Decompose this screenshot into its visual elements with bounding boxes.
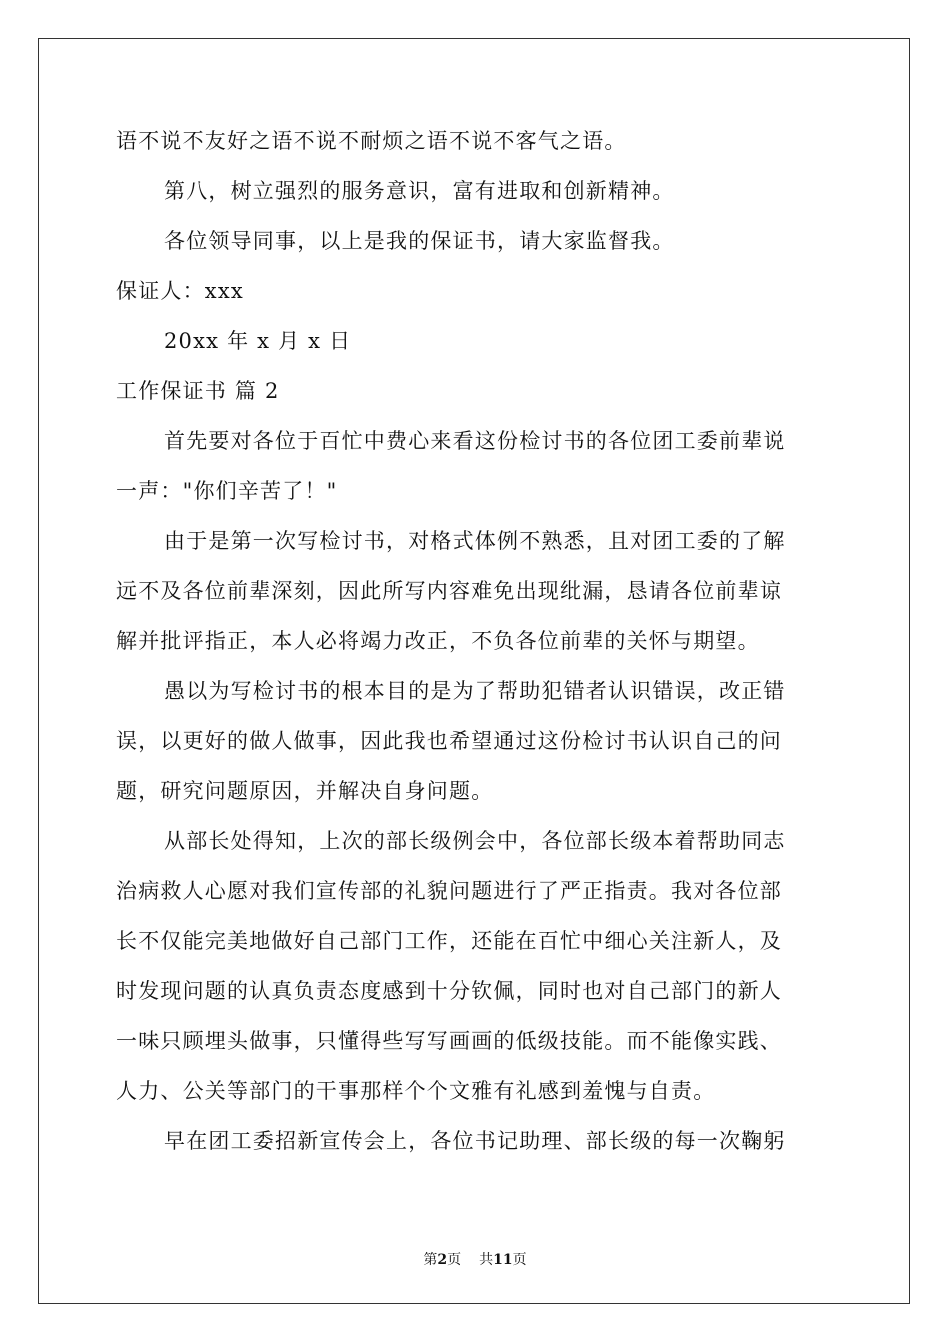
text-line: 远不及各位前辈深刻，因此所写内容难免出现纰漏，恳请各位前辈谅 <box>116 579 782 603</box>
section-heading: 工作保证书 篇 2 <box>116 379 280 403</box>
date-line: 20xx 年 x 月 x 日 <box>164 329 352 353</box>
text-line: 解并批评指正，本人必将竭力改正，不负各位前辈的关怀与期望。 <box>116 629 760 653</box>
page-number: 2 <box>437 1252 448 1268</box>
text-line: 治病救人心愿对我们宣传部的礼貌问题进行了严正指责。我对各位部 <box>116 879 782 903</box>
text-line: 愚以为写检讨书的根本目的是为了帮助犯错者认识错误，改正错 <box>164 679 786 703</box>
page-footer <box>0 1250 950 1270</box>
signatory-line: 保证人：xxx <box>116 279 244 303</box>
text-line: 早在团工委招新宣传会上，各位书记助理、部长级的每一次鞠躬 <box>164 1129 786 1153</box>
total-prefix: 共 <box>479 1252 494 1268</box>
total-suffix: 页 <box>512 1252 527 1268</box>
text-line: 各位领导同事，以上是我的保证书，请大家监督我。 <box>164 229 675 253</box>
text-line: 人力、公关等部门的干事那样个个文雅有礼感到羞愧与自责。 <box>116 1079 716 1103</box>
text-line: 语不说不友好之语不说不耐烦之语不说不客气之语。 <box>116 129 627 153</box>
text-line: 由于是第一次写检讨书，对格式体例不熟悉，且对团工委的了解 <box>164 529 786 553</box>
page-suffix: 页 <box>447 1252 462 1268</box>
text-line: 从部长处得知，上次的部长级例会中，各位部长级本着帮助同志 <box>164 829 786 853</box>
total-pages: 11 <box>493 1252 513 1268</box>
page-prefix: 第 <box>423 1252 438 1268</box>
text-line: 一味只顾埋头做事，只懂得些写写画画的低级技能。而不能像实践、 <box>116 1029 782 1053</box>
text-line: 长不仅能完美地做好自己部门工作，还能在百忙中细心关注新人，及 <box>116 929 782 953</box>
text-line: 一声："你们辛苦了！" <box>116 479 338 503</box>
text-line: 时发现问题的认真负责态度感到十分钦佩，同时也对自己部门的新人 <box>116 979 782 1003</box>
text-line: 第八，树立强烈的服务意识，富有进取和创新精神。 <box>164 179 675 203</box>
text-line: 题，研究问题原因，并解决自身问题。 <box>116 779 494 803</box>
text-line: 首先要对各位于百忙中费心来看这份检讨书的各位团工委前辈说 <box>164 429 786 453</box>
text-line: 误，以更好的做人做事，因此我也希望通过这份检讨书认识自己的问 <box>116 729 782 753</box>
